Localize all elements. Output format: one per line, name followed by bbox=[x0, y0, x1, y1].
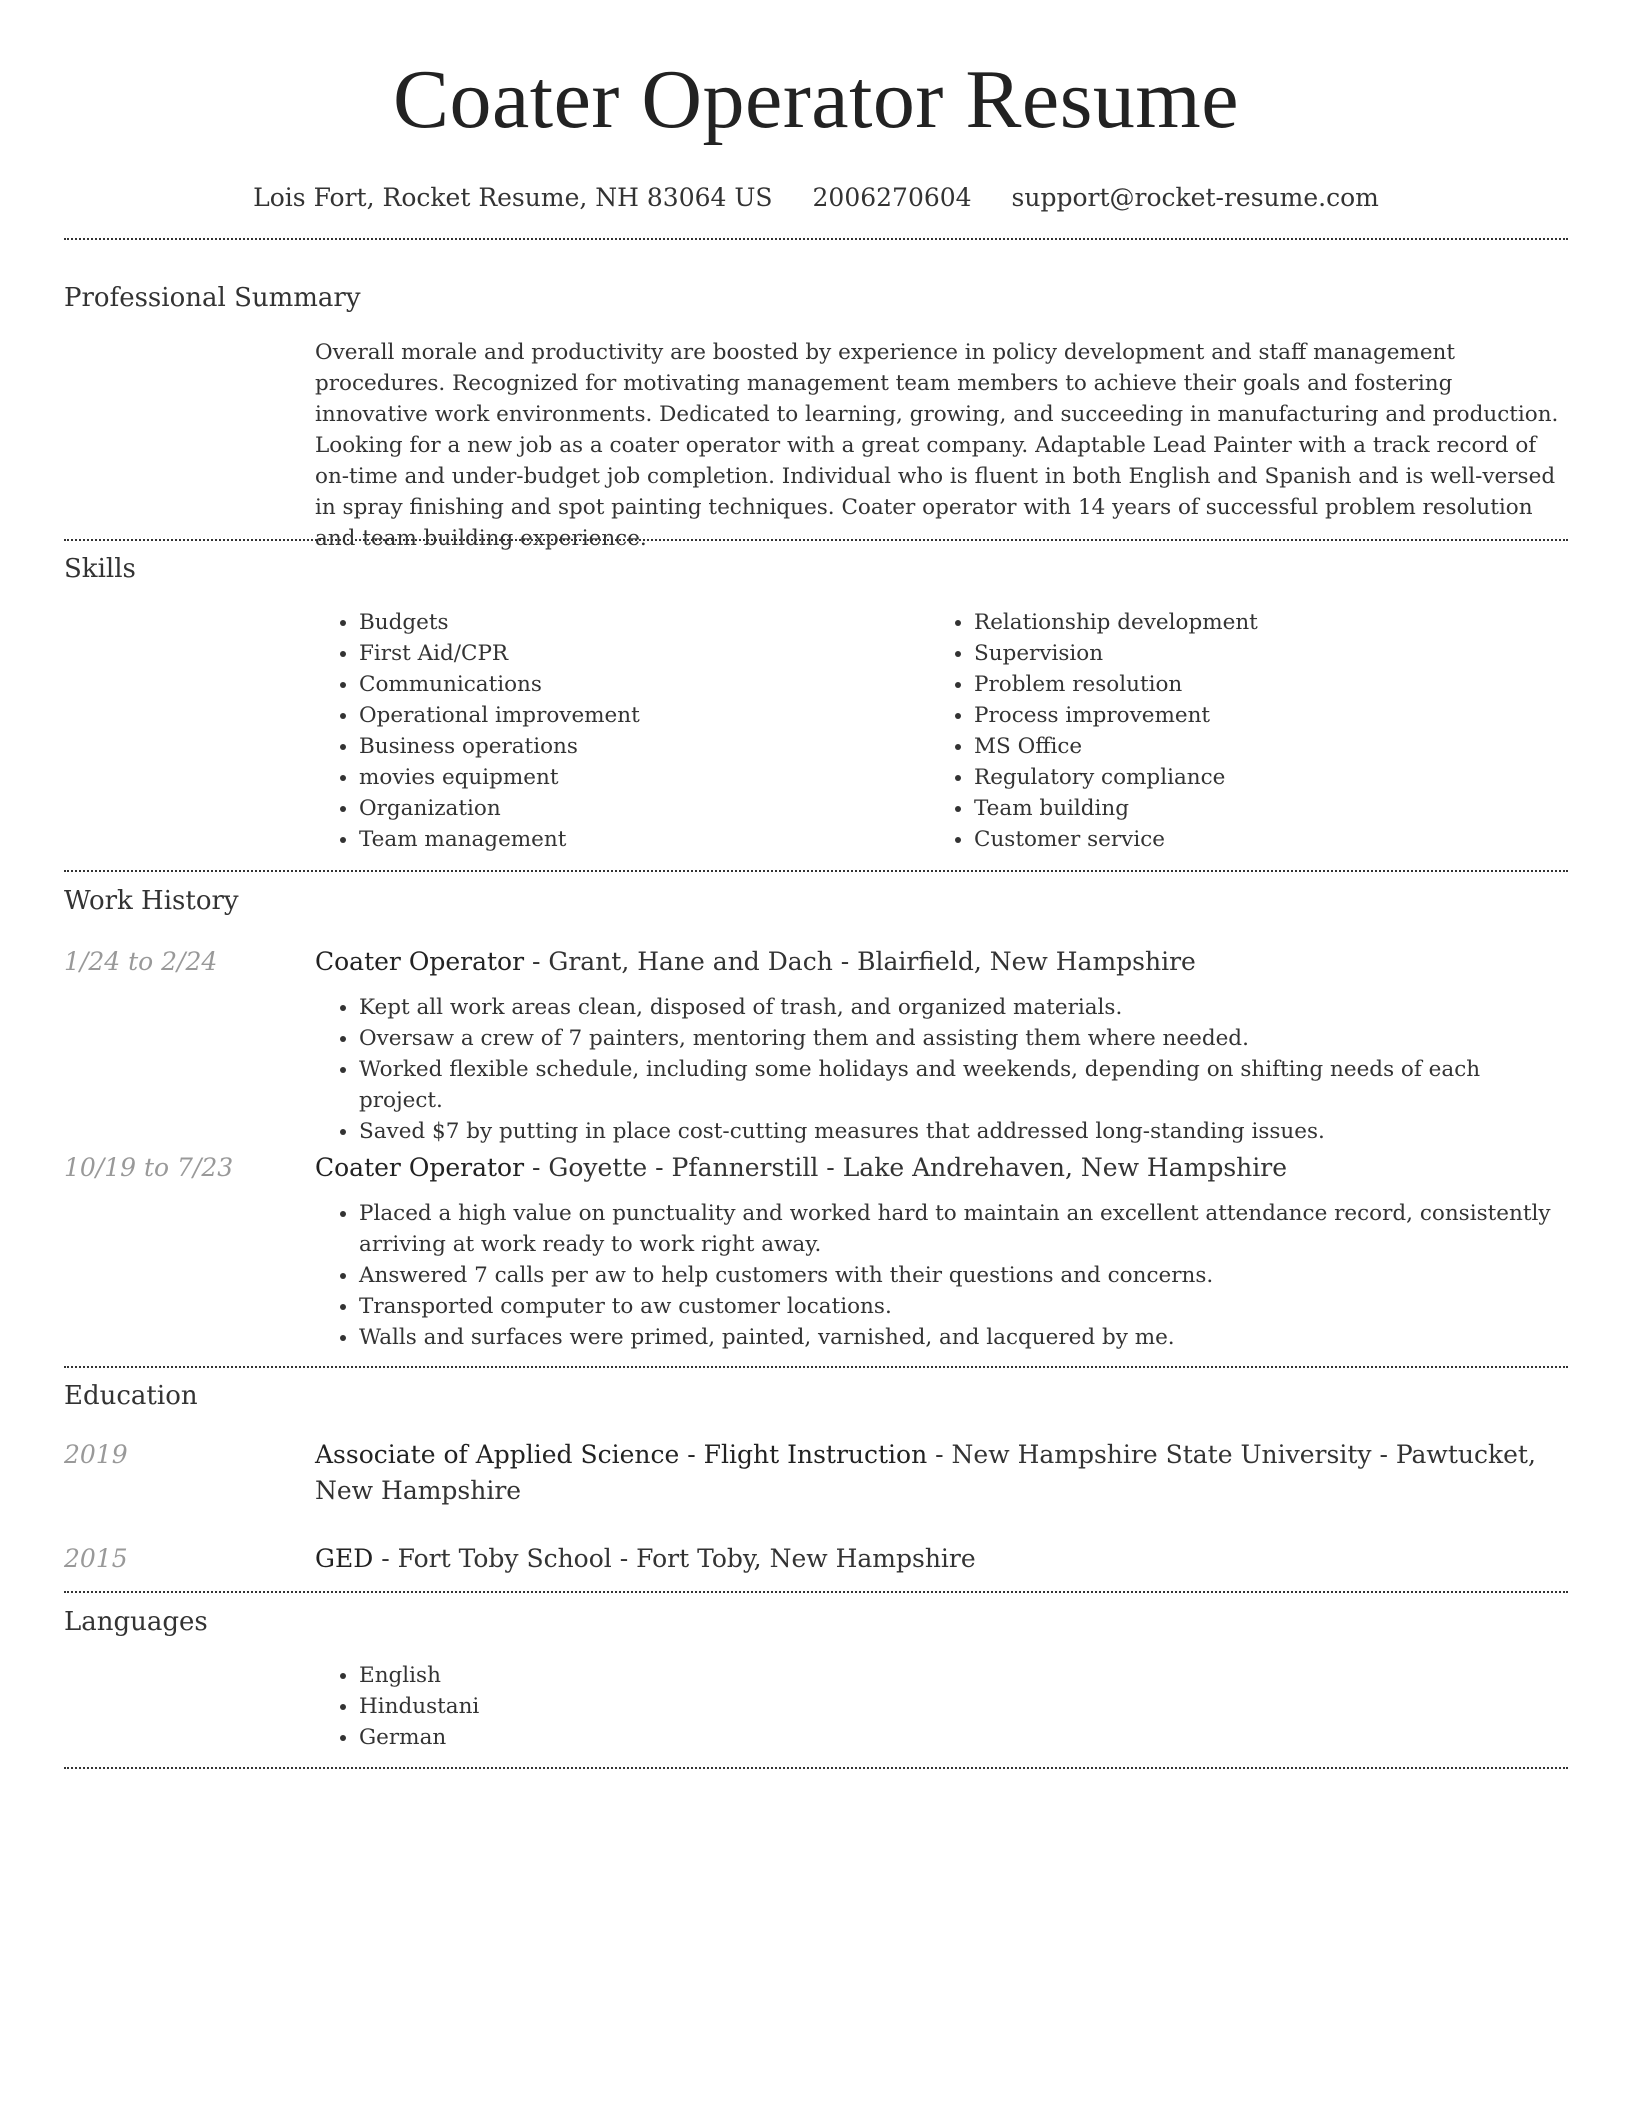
skill-item: • First Aid/CPR bbox=[359, 638, 915, 669]
skill-item: • Communications bbox=[359, 669, 915, 700]
divider bbox=[64, 1591, 1568, 1593]
education-year: 2015 bbox=[64, 1544, 128, 1573]
education-heading: Education bbox=[64, 1381, 198, 1411]
job-location: Blairfield, New Hampshire bbox=[857, 947, 1196, 976]
divider bbox=[64, 1767, 1568, 1769]
job-heading: Coater Operator - Goyette - Pfannerstill - Lake Andrehaven, New Hampshire bbox=[315, 1153, 1288, 1182]
job-company: Goyette - Pfannerstill bbox=[548, 1153, 819, 1182]
education-heading-line: GED - Fort Toby School - Fort Toby, New Hampshire bbox=[315, 1544, 976, 1573]
skill-item: • Process improvement bbox=[974, 700, 1530, 731]
education-degree: GED bbox=[315, 1544, 374, 1573]
skill-item: • Budgets bbox=[359, 607, 915, 638]
skills-list-right bbox=[930, 607, 1530, 855]
language-item: • English bbox=[359, 1660, 1565, 1691]
contact-line bbox=[0, 180, 1632, 216]
job-title: Coater Operator bbox=[315, 1153, 525, 1182]
job-bullet: • Kept all work areas clean, disposed of trash, and organized materials. bbox=[359, 992, 1565, 1023]
page-title: Coater Operator Resume bbox=[392, 53, 1240, 146]
education-entry bbox=[315, 1541, 1565, 1577]
job-bullet: • Placed a high value on punctuality and worked hard to maintain an excellent attendance record, consistently arriving at work ready to work right away. bbox=[359, 1198, 1565, 1260]
job-bullet: • Transported computer to aw customer locations. bbox=[359, 1291, 1565, 1322]
skill-item: • Organization bbox=[359, 793, 915, 824]
job-bullet: • Walls and surfaces were primed, painted, varnished, and lacquered by me. bbox=[359, 1322, 1565, 1353]
summary-text: Overall morale and productivity are boosted by experience in policy development and staff management procedures. Recognized for motivating management team members to achieve their goals and fostering innovative work environments. Dedicated to learning, growing, and succeeding in manufacturing and production. Looking for a new job as a coater operator with a great company. Adaptable Lead Painter with a track record of on-time and under-budget job completion. Individual who is fluent in both English and Spanish and is well-versed in spray finishing and spot painting techniques. Coater operator with 14 years of successful problem resolution and team building experience. bbox=[315, 340, 1559, 551]
divider bbox=[64, 238, 1568, 240]
job-heading: Coater Operator - Grant, Hane and Dach - Blairfield, New Hampshire bbox=[315, 947, 1196, 976]
skill-item: • Team management bbox=[359, 824, 915, 855]
job-entry bbox=[315, 1150, 1565, 1353]
education-school: New Hampshire State University - Pawtucket, New Hampshire bbox=[315, 1440, 1536, 1505]
summary-body bbox=[315, 337, 1565, 554]
skills-list-left bbox=[315, 607, 915, 855]
skills-heading: Skills bbox=[64, 554, 136, 584]
language-item: • German bbox=[359, 1722, 1565, 1753]
job-bullet: • Oversaw a crew of 7 painters, mentoring them and assisting them where needed. bbox=[359, 1023, 1565, 1054]
skill-item: • movies equipment bbox=[359, 762, 915, 793]
divider bbox=[64, 870, 1568, 872]
skill-item: • Operational improvement bbox=[359, 700, 915, 731]
divider bbox=[64, 539, 1568, 541]
job-entry bbox=[315, 944, 1565, 1147]
job-bullet: • Worked flexible schedule, including some holidays and weekends, depending on shifting needs of each project. bbox=[359, 1054, 1565, 1116]
skill-item: • Customer service bbox=[974, 824, 1530, 855]
summary-heading: Professional Summary bbox=[64, 283, 361, 313]
education-entry bbox=[315, 1437, 1565, 1509]
contact-address: Lois Fort, Rocket Resume, NH 83064 US bbox=[253, 183, 773, 212]
skill-item: • Regulatory compliance bbox=[974, 762, 1530, 793]
education-year: 2019 bbox=[64, 1440, 128, 1469]
languages-list bbox=[315, 1660, 1565, 1753]
language-item: • Hindustani bbox=[359, 1691, 1565, 1722]
education-heading-line: Associate of Applied Science - Flight Instruction - New Hampshire State University - Pawtucket, New Hampshire bbox=[315, 1440, 1536, 1505]
skill-item: • Supervision bbox=[974, 638, 1530, 669]
skill-item: • Relationship development bbox=[974, 607, 1530, 638]
contact-email: support@rocket-resume.com bbox=[1011, 183, 1379, 212]
education-school: Fort Toby School - Fort Toby, New Hampshire bbox=[397, 1544, 976, 1573]
skill-item: • MS Office bbox=[974, 731, 1530, 762]
job-dates: 1/24 to 2/24 bbox=[64, 947, 218, 976]
job-location: Lake Andrehaven, New Hampshire bbox=[842, 1153, 1288, 1182]
job-dates: 10/19 to 7/23 bbox=[64, 1153, 234, 1182]
work-heading: Work History bbox=[64, 886, 239, 916]
divider bbox=[64, 1366, 1568, 1368]
job-title: Coater Operator bbox=[315, 947, 525, 976]
job-company: Grant, Hane and Dach bbox=[548, 947, 833, 976]
skill-item: • Team building bbox=[974, 793, 1530, 824]
job-bullet: • Answered 7 calls per aw to help customers with their questions and concerns. bbox=[359, 1260, 1565, 1291]
job-bullet: • Saved $7 by putting in place cost-cutting measures that addressed long-standing issues. bbox=[359, 1116, 1565, 1147]
education-degree: Associate of Applied Science - Flight Instruction bbox=[315, 1440, 928, 1469]
contact-phone: 2006270604 bbox=[812, 183, 972, 212]
languages-heading: Languages bbox=[64, 1607, 208, 1637]
skill-item: • Problem resolution bbox=[974, 669, 1530, 700]
skill-item: • Business operations bbox=[359, 731, 915, 762]
